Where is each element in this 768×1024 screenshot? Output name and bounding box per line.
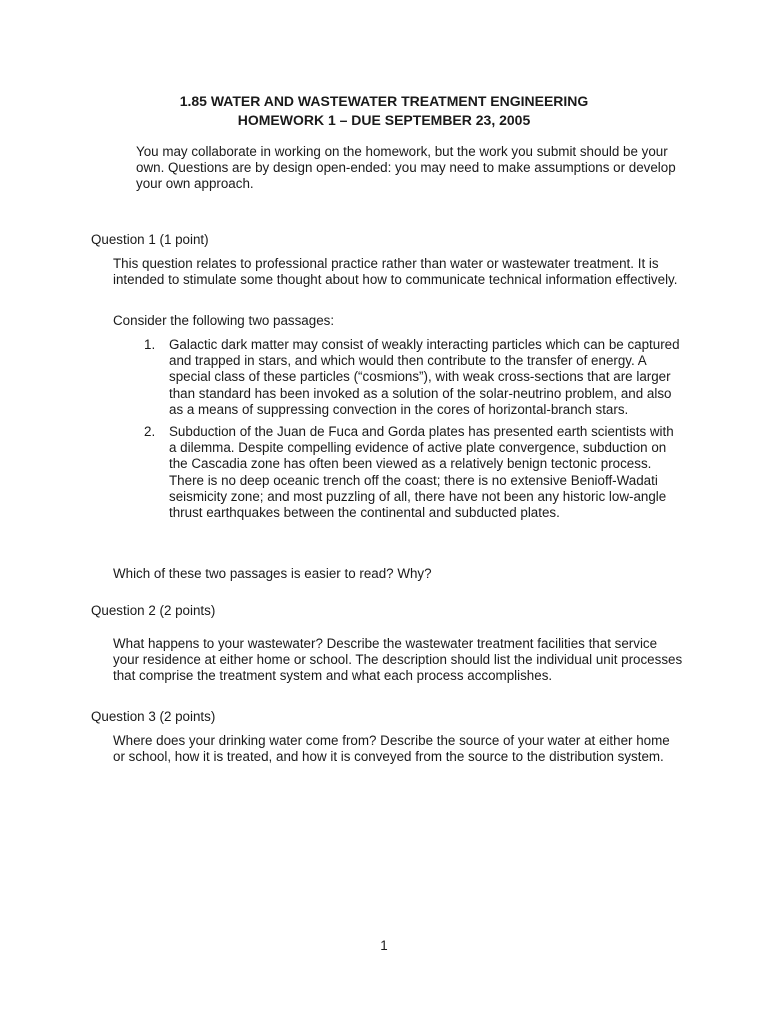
course-title: 1.85 WATER AND WASTEWATER TREATMENT ENGINEERING [179, 93, 589, 109]
intro-paragraph: You may collaborate in working on the homework, but the work you submit should be your own. Questions are by design open-ended: you may need to make assumptions or develop your own approach. [136, 144, 676, 192]
passage-item [144, 424, 684, 521]
passage-item [144, 337, 684, 418]
question-1-consider: Consider the following two passages: [113, 313, 335, 328]
passage-number: 2. [144, 424, 156, 440]
page-number: 1 [380, 938, 388, 953]
question-3-body: Where does your drinking water come from? Describe the source of your water at either home or school, how it is treated, and how it is conveyed from the source to the distribution system. [113, 733, 670, 765]
passage-list [144, 337, 684, 527]
question-1-closing: Which of these two passages is easier to read? Why? [113, 566, 432, 581]
homework-title: HOMEWORK 1 – DUE SEPTEMBER 23, 2005 [237, 112, 531, 128]
question-1-heading: Question 1 (1 point) [91, 232, 209, 247]
passage-text: Galactic dark matter may consist of weakly interacting particles which can be captured and trapped in stars, and which would then contribute to the transfer of energy. A special class of these particles (“cosmions”), with weak cross-sections that are larger than standard has been invoked as a solution of the solar-neutrino problem, and also as a means of suppressing convection in the cores of horizontal-branch stars. [169, 337, 680, 417]
passage-number: 1. [144, 337, 156, 352]
question-1-body: This question relates to professional practice rather than water or wastewater treatment. It is intended to stimulate some thought about how to communicate technical information effectively. [113, 256, 678, 288]
question-2-heading: Question 2 (2 points) [91, 603, 216, 618]
document-title [0, 92, 768, 130]
passage-text: Subduction of the Juan de Fuca and Gorda plates has presented earth scientists with a dilemma. Despite compelling evidence of active plate convergence, subduction on the Cascadia zone has often been viewed as a relatively benign tectonic process. There is no deep oceanic trench off the coast; there is no extensive Benioff-Wadati seismicity zone; and most puzzling of all, there have not been any historic low-angle thrust earthquakes between the continental and subducted plates. [169, 424, 674, 521]
question-3-heading: Question 3 (2 points) [91, 709, 216, 724]
question-2-body: What happens to your wastewater? Describe the wastewater treatment facilities that service your residence at either home or school. The description should list the individual unit processes that comprise the treatment system and what each process accomplishes. [113, 636, 683, 684]
